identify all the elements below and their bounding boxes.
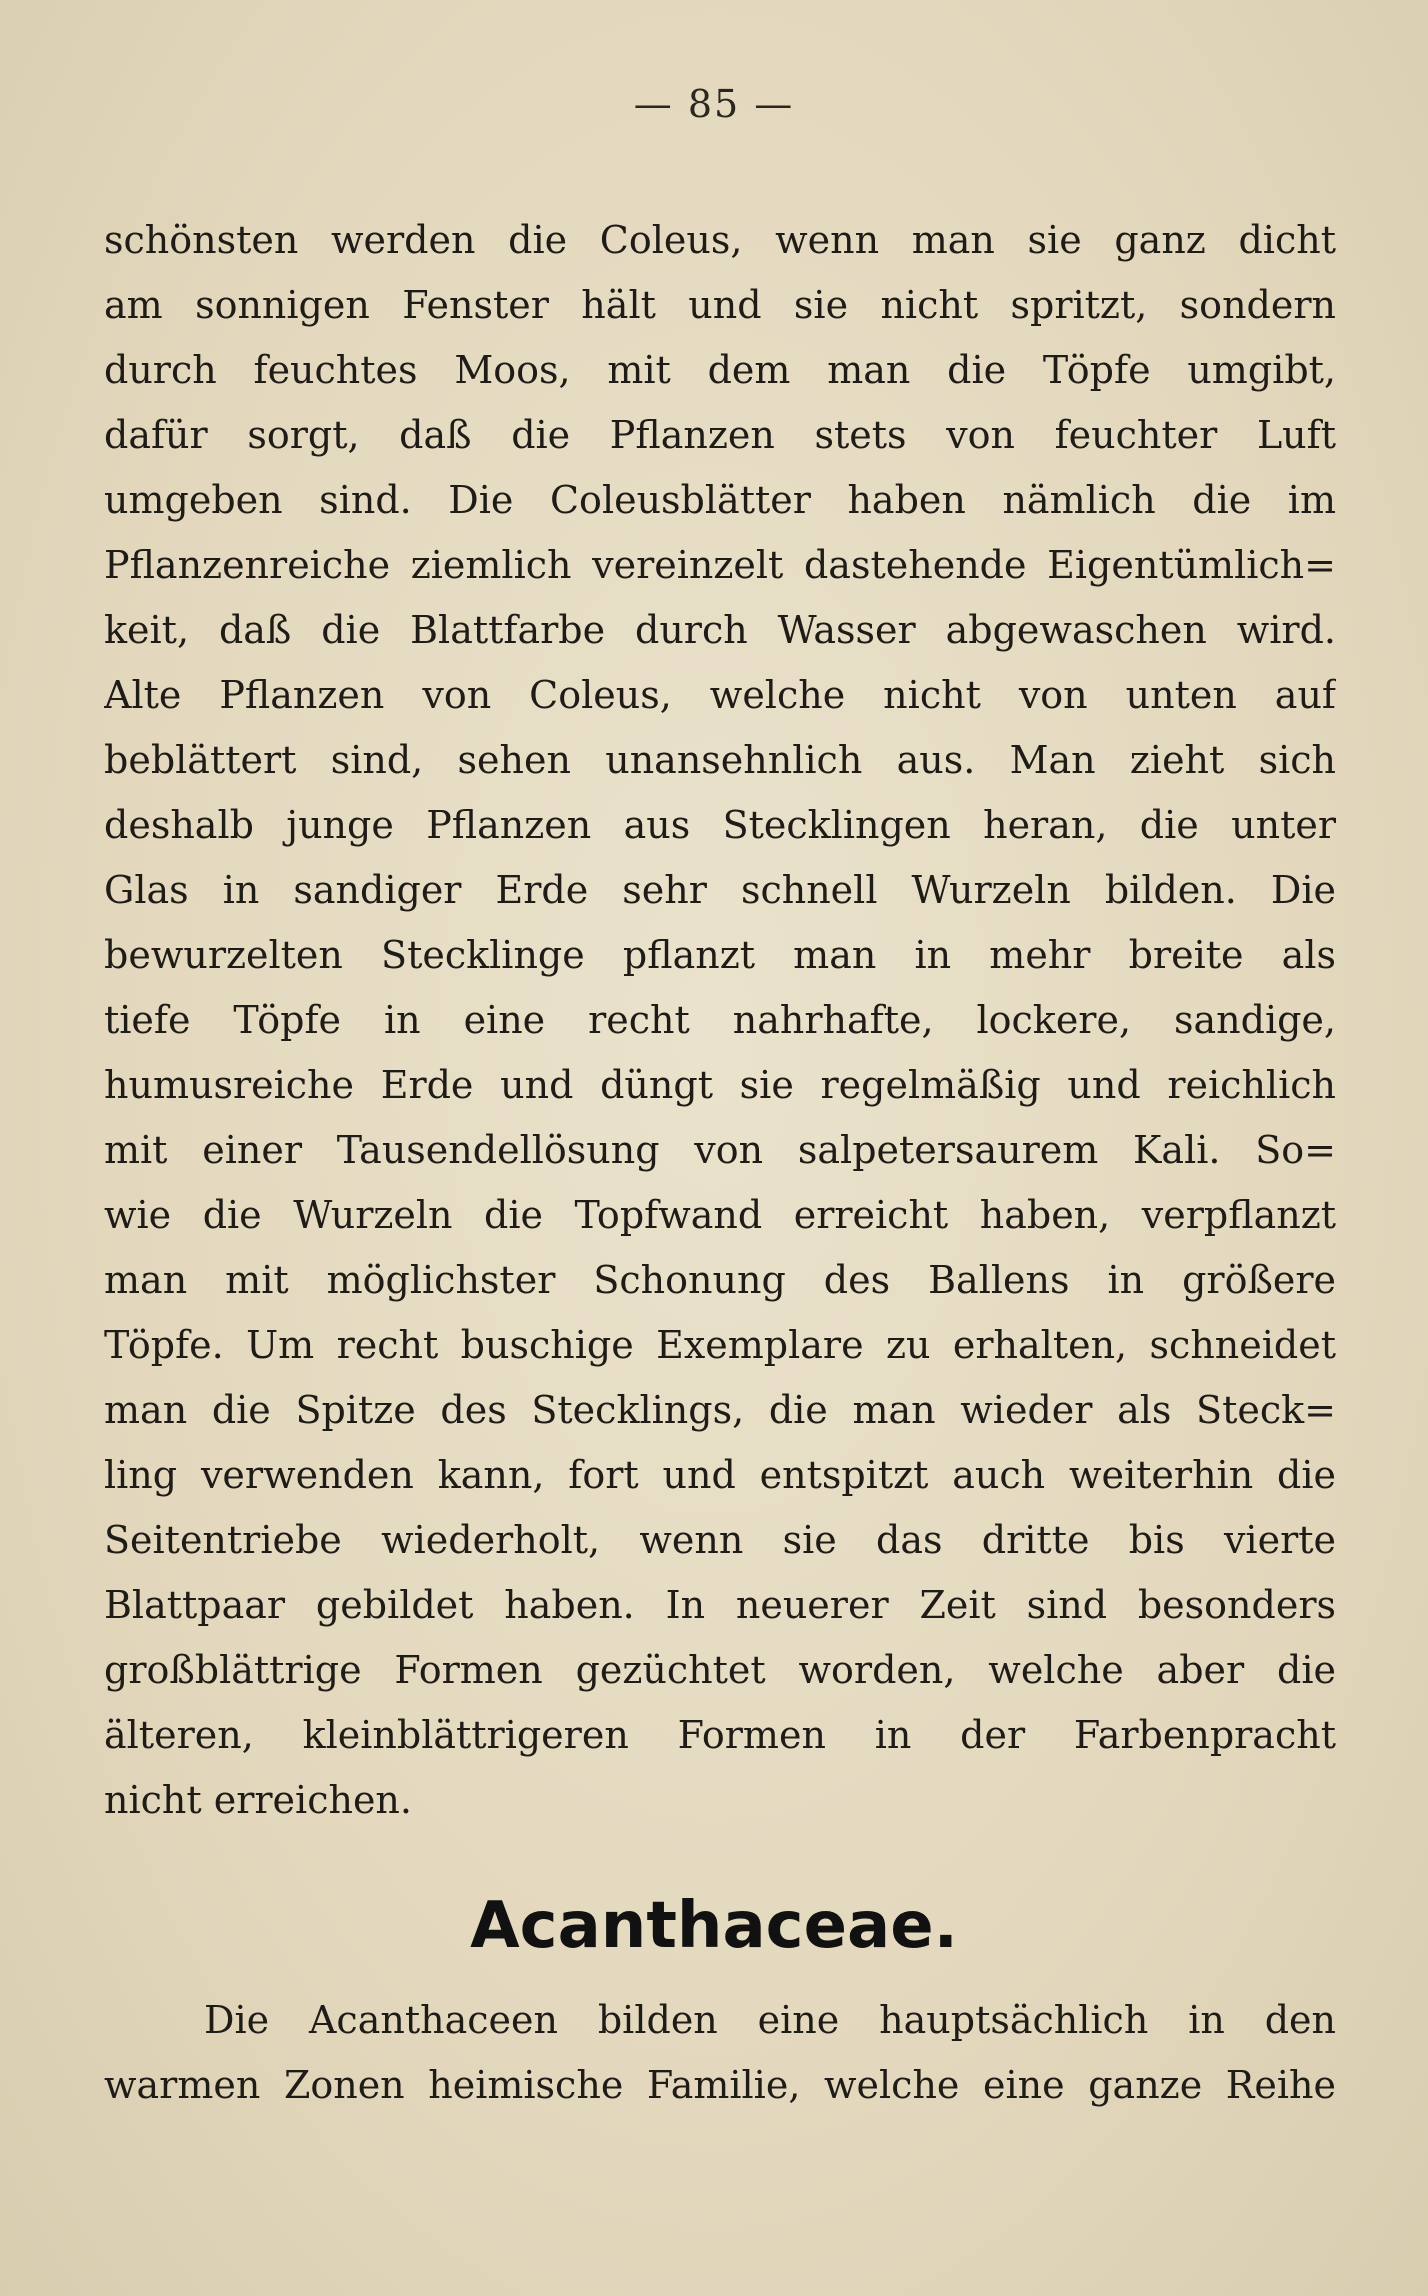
text-line: warmen Zonen heimische Familie, welche eine ganze Reihe bbox=[104, 2063, 1336, 2107]
text-line: mit einer Tausendellösung von salpetersaurem Kali. So= bbox=[104, 1128, 1336, 1172]
text-line: Seitentriebe wiederholt, wenn sie das dritte bis vierte bbox=[104, 1518, 1336, 1562]
page-number: — 85 — bbox=[633, 82, 795, 126]
text-line: durch feuchtes Moos, mit dem man die Töpfe umgibt, bbox=[104, 348, 1336, 392]
text-line: dafür sorgt, daß die Pflanzen stets von feuchter Luft bbox=[104, 413, 1336, 457]
text-line: Glas in sandiger Erde sehr schnell Wurzeln bilden. Die bbox=[104, 868, 1336, 912]
text-line: am sonnigen Fenster hält und sie nicht spritzt, sondern bbox=[104, 283, 1336, 327]
text-line: Pflanzenreiche ziemlich vereinzelt dastehende Eigentümlich= bbox=[104, 543, 1336, 587]
text-line: umgeben sind. Die Coleusblätter haben nämlich die im bbox=[104, 478, 1336, 522]
text-line: Die Acanthaceen bilden eine hauptsächlich in den bbox=[204, 1998, 1336, 2042]
text-line: humusreiche Erde und düngt sie regelmäßig und reichlich bbox=[104, 1063, 1336, 1107]
text-line: keit, daß die Blattfarbe durch Wasser abgewaschen wird. bbox=[104, 608, 1336, 652]
text-line: beblättert sind, sehen unansehnlich aus. Man zieht sich bbox=[104, 738, 1336, 782]
section-heading: Acanthaceae. bbox=[470, 1889, 958, 1963]
text-line: ling verwenden kann, fort und entspitzt auch weiterhin die bbox=[104, 1453, 1336, 1497]
text-line: tiefe Töpfe in eine recht nahrhafte, lockere, sandige, bbox=[104, 998, 1336, 1042]
text-line: Alte Pflanzen von Coleus, welche nicht von unten auf bbox=[104, 673, 1336, 717]
text-line: bewurzelten Stecklinge pflanzt man in mehr breite als bbox=[104, 933, 1336, 977]
text-line: wie die Wurzeln die Topfwand erreicht haben, verpflanzt bbox=[104, 1193, 1336, 1237]
text-line: Blattpaar gebildet haben. In neuerer Zeit sind besonders bbox=[104, 1583, 1336, 1627]
text-line: großblättrige Formen gezüchtet worden, welche aber die bbox=[104, 1648, 1336, 1692]
paragraph-acanthaceae bbox=[104, 1988, 1336, 2118]
text-line: älteren, kleinblättrigeren Formen in der Farbenpracht bbox=[104, 1713, 1336, 1757]
text-line: nicht erreichen. bbox=[104, 1778, 412, 1822]
paragraph-coleus-care bbox=[104, 208, 1336, 1833]
text-line: man mit möglichster Schonung des Ballens in größere bbox=[104, 1258, 1336, 1302]
text-line: deshalb junge Pflanzen aus Stecklingen heran, die unter bbox=[104, 803, 1336, 847]
text-line: man die Spitze des Stecklings, die man wieder als Steck= bbox=[104, 1388, 1336, 1432]
text-line: Töpfe. Um recht buschige Exemplare zu erhalten, schneidet bbox=[104, 1323, 1336, 1367]
text-line: schönsten werden die Coleus, wenn man sie ganz dicht bbox=[104, 218, 1336, 262]
